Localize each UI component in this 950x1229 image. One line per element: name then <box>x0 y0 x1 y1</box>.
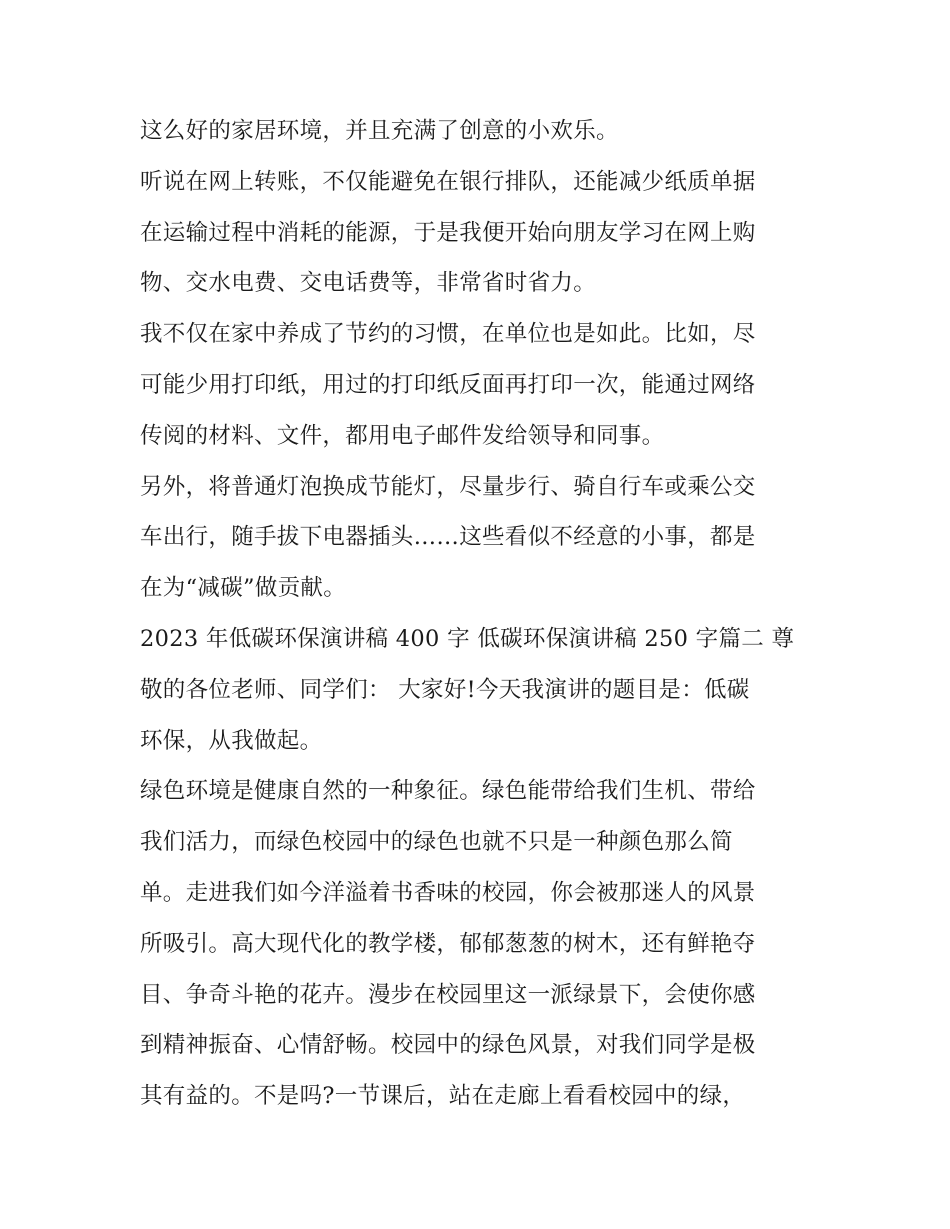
text-line: 车出行，随手拔下电器插头……这些看似不经意的小事，都是 <box>140 524 756 551</box>
text-line: 绿色环境是健康自然的一种象征。绿色能带给我们生机、带给 <box>140 778 756 805</box>
text-line: 这么好的家居环境，并且充满了创意的小欢乐。 <box>140 118 619 144</box>
text-line: 我们活力，而绿色校园中的绿色也就不只是一种颜色那么简 <box>140 829 733 856</box>
paragraph-3 <box>140 309 820 461</box>
text-line: 2023 年低碳环保演讲稿 400 字 低碳环保演讲稿 250 字篇二 尊 <box>140 625 795 652</box>
text-line: 听说在网上转账，不仅能避免在银行排队，还能减少纸质单据 <box>140 168 756 195</box>
paragraph-4 <box>140 462 820 614</box>
paragraph-6 <box>140 766 820 1122</box>
text-line: 环保，从我做起。 <box>140 727 323 754</box>
text-line: 另外，将普通灯泡换成节能灯，尽量步行、骑自行车或乘公交 <box>140 473 756 500</box>
body-text <box>140 106 820 1122</box>
text-line: 目、争奇斗艳的花卉。漫步在校园里这一派绿景下，会使你感 <box>140 981 756 1008</box>
text-line: 在为“减碳”做贡献。 <box>140 575 347 602</box>
text-line: 敬的各位老师、同学们： 大家好!今天我演讲的题目是：低碳 <box>140 676 750 703</box>
text-line: 在运输过程中消耗的能源，于是我便开始向朋友学习在网上购 <box>140 219 756 246</box>
text-line: 其有益的。不是吗?一节课后，站在走廊上看看校园中的绿， <box>140 1083 746 1110</box>
text-line: 到精神振奋、心情舒畅。校园中的绿色风景，对我们同学是极 <box>140 1032 756 1059</box>
text-line: 所吸引。高大现代化的教学楼，郁郁葱葱的树木，还有鲜艳夺 <box>140 930 756 957</box>
text-line: 单。走进我们如今洋溢着书香味的校园，你会被那迷人的风景 <box>140 879 756 906</box>
paragraph-1 <box>140 106 820 157</box>
text-line: 物、交水电费、交电话费等，非常省时省力。 <box>140 270 597 297</box>
text-line: 传阅的材料、文件，都用电子邮件发给领导和同事。 <box>140 422 665 449</box>
text-line: 我不仅在家中养成了节约的习惯，在单位也是如此。比如，尽 <box>140 321 756 348</box>
paragraph-5 <box>140 614 820 766</box>
text-line: 可能少用打印纸，用过的打印纸反面再打印一次，能通过网络 <box>140 371 756 398</box>
paragraph-2 <box>140 157 820 309</box>
